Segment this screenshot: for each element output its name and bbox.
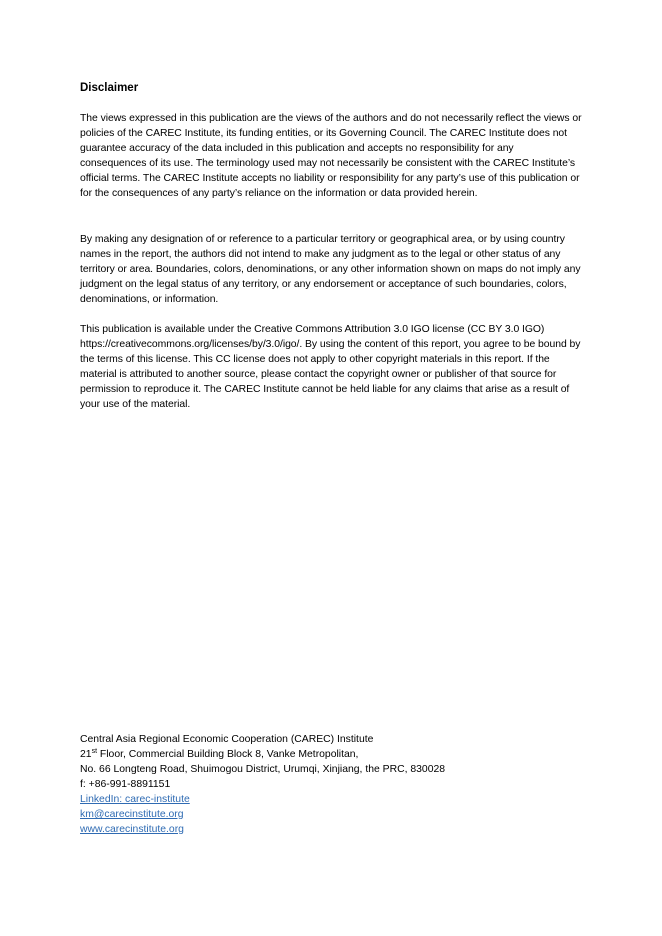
disclaimer-paragraph-license: This publication is available under the Creative Commons Attribution 3.0 IGO license (CC BY 3.0 IGO) https://creativecommons.org/licenses/by/3.0/igo/. By using the content of this report, you agree to be bound by the terms of this license. This CC license does not apply to other copyright materials in this report. If the material is attributed to another source, please contact the copyright owner or publisher of that source for permission to reproduce it. The CAREC Institute cannot be held liable for any claims that arise as a result of your use of the material. [80,324,581,410]
floor-number: 21 [80,749,92,760]
email-link[interactable]: km@carecinstitute.org [80,809,184,820]
address-line-street: No. 66 Longteng Road, Shuimogou District, Urumqi, Xinjiang, the PRC, 830028 [80,764,446,775]
website-link[interactable]: www.carecinstitute.org [80,824,184,835]
disclaimer-heading: Disclaimer [80,82,139,94]
contact-block [80,732,600,837]
floor-suffix: st [91,748,98,755]
disclaimer-paragraph-views: The views expressed in this publication are the views of the authors and do not necessarily reflect the views or policies of the CAREC Institute, its funding entities, or its Governing Council. The CAREC Institute does not guarantee accuracy of the data included in this publication and accepts no responsibility for any consequences of its use. The terminology used may not necessarily be consistent with the CAREC Institute’s official terms. The CAREC Institute accepts no liability or responsibility for any party’s use of this publication or for the consequences of any party’s reliance on the information or data provided herein. [80,113,582,199]
address-line-floor [80,747,600,762]
linkedin-link[interactable]: LinkedIn: carec-institute [80,794,190,805]
fax-number: f: +86-991-8891151 [80,779,171,790]
disclaimer-paragraph-territory: By making any designation of or reference to a particular territory or geographical area, or by using country names in the report, the authors did not intend to make any judgment as to the legal or other status of any territory or area. Boundaries, colors, denominations, or any other information shown on maps do not imply any judgment on the legal status of any territory, or any endorsement or acceptance of such boundaries, colors, denominations, or information. [80,234,581,305]
address-line-floor-rest: Floor, Commercial Building Block 8, Vanke Metropolitan, [97,749,359,760]
organization-name: Central Asia Regional Economic Cooperation (CAREC) Institute [80,734,374,745]
